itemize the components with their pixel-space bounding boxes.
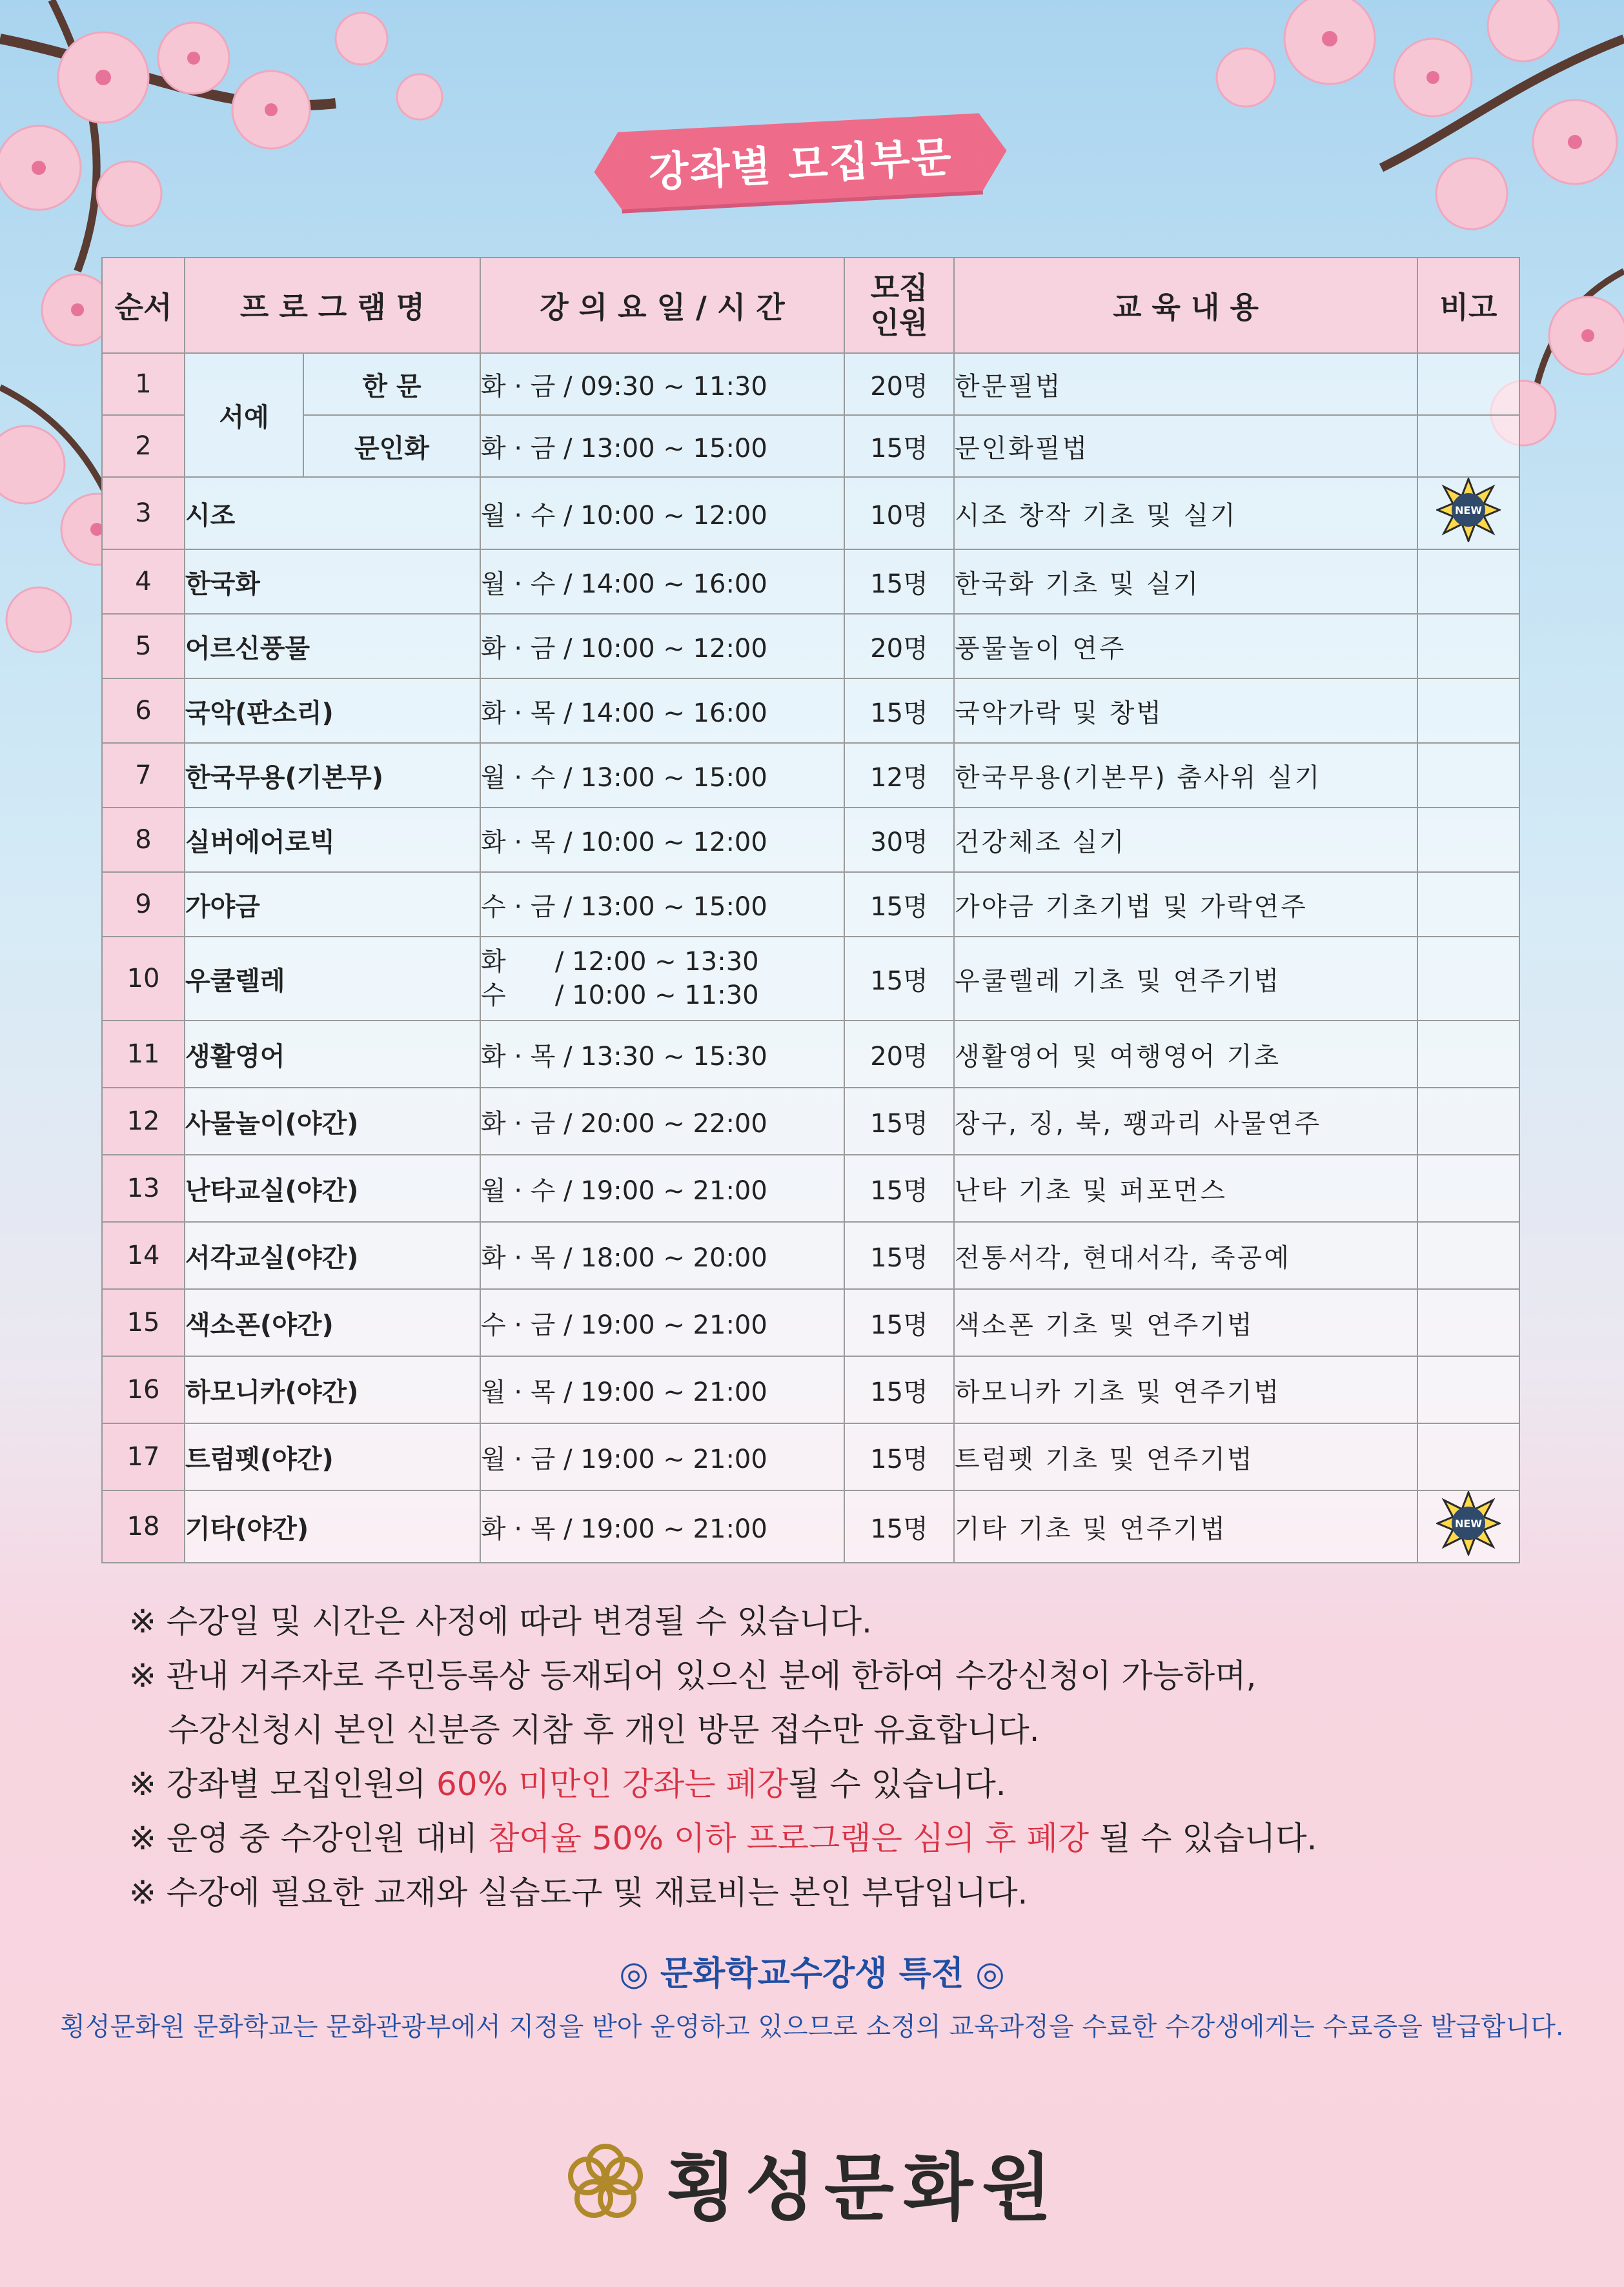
note-cell: [1417, 1289, 1519, 1356]
lecture-time: 수 · 금 / 13:00 ~ 15:00: [480, 872, 844, 937]
program-name: 어르신풍물: [185, 614, 480, 678]
header-time: 강 의 요 일 / 시 간: [480, 258, 844, 353]
notice-list: [129, 1594, 1549, 1920]
capacity: 20명: [844, 353, 954, 415]
course-content: 생활영어 및 여행영어 기초: [954, 1021, 1417, 1088]
row-number: 9: [102, 872, 185, 937]
notice-4-pre: ※ 운영 중 수강인원 대비: [129, 1820, 489, 1857]
course-content: 국악가락 및 창법: [954, 678, 1417, 743]
capacity: 30명: [844, 808, 954, 872]
note-cell: [1417, 353, 1519, 415]
notice-3: [129, 1757, 1549, 1811]
row-number: 12: [102, 1088, 185, 1155]
course-content: 기타 기초 및 연주기법: [954, 1490, 1417, 1563]
row-number: 16: [102, 1356, 185, 1423]
capacity: 15명: [844, 1155, 954, 1222]
note-cell: [1417, 1088, 1519, 1155]
note-cell: [1417, 937, 1519, 1021]
note-cell: [1417, 1356, 1519, 1423]
note-cell: [1417, 477, 1519, 549]
special-benefit-desc: 횡성문화원 문화학교는 문화관광부에서 지정을 받아 운영하고 있으므로 소정의 교육과정을 수료한 수강생에게는 수료증을 발급합니다.: [60, 2012, 1564, 2042]
org-name: 횡성문화원: [666, 2146, 1061, 2230]
course-content: 장구, 징, 북, 꽹과리 사물연주: [954, 1088, 1417, 1155]
notice-2b: 수강신청시 본인 신분증 지참 후 개인 방문 접수만 유효합니다.: [168, 1711, 1040, 1749]
lecture-time: 화 · 목 / 19:00 ~ 21:00: [480, 1490, 844, 1563]
table-header-row: [102, 258, 1519, 353]
table-row: [102, 678, 1519, 743]
lecture-time: 화 · 금 / 10:00 ~ 12:00: [480, 614, 844, 678]
course-content: 가야금 기초기법 및 가락연주: [954, 872, 1417, 937]
capacity: 15명: [844, 1423, 954, 1490]
table-row: [102, 872, 1519, 937]
org-logo: [0, 2130, 1624, 2234]
notice-3-pre: ※ 강좌별 모집인원의: [129, 1765, 436, 1803]
special-benefit-title: ◎ 문화학교수강생 특전 ◎: [619, 1955, 1005, 1993]
program-group: 서예: [185, 353, 303, 477]
notice-5: ※ 수강에 필요한 교재와 실습도구 및 재료비는 본인 부담입니다.: [129, 1874, 1028, 1911]
note-cell: [1417, 1222, 1519, 1289]
program-name: 기타(야간): [185, 1490, 480, 1563]
course-content: 한문필법: [954, 353, 1417, 415]
row-number: 8: [102, 808, 185, 872]
capacity: 20명: [844, 1021, 954, 1088]
lecture-time: 화 · 목 / 14:00 ~ 16:00: [480, 678, 844, 743]
note-cell: [1417, 872, 1519, 937]
row-number: 5: [102, 614, 185, 678]
row-number: 18: [102, 1490, 185, 1563]
lecture-time: 월 · 금 / 19:00 ~ 21:00: [480, 1423, 844, 1490]
table-row: [102, 1021, 1519, 1088]
new-badge-icon: [1436, 478, 1501, 542]
new-badge-text: NEW: [1455, 1518, 1482, 1530]
course-content: 한국화 기초 및 실기: [954, 549, 1417, 614]
lecture-time: 화 · 목 / 18:00 ~ 20:00: [480, 1222, 844, 1289]
table-row: [102, 808, 1519, 872]
capacity: 15명: [844, 1222, 954, 1289]
table-row: [102, 937, 1519, 1021]
row-number: 7: [102, 743, 185, 808]
program-name: 가야금: [185, 872, 480, 937]
header-capacity-line1: 모집: [870, 270, 928, 305]
row-number: 17: [102, 1423, 185, 1490]
row-number: 13: [102, 1155, 185, 1222]
program-name: 생활영어: [185, 1021, 480, 1088]
program-name: 난타교실(야간): [185, 1155, 480, 1222]
note-cell: [1417, 1021, 1519, 1088]
header-capacity-line2: 인원: [870, 305, 928, 340]
header-no: 순서: [102, 258, 185, 353]
lecture-time-line1: 화 / 12:00 ~ 13:30: [481, 947, 759, 977]
row-number: 6: [102, 678, 185, 743]
row-number: 15: [102, 1289, 185, 1356]
program-name: 사물놀이(야간): [185, 1088, 480, 1155]
course-content: 풍물놀이 연주: [954, 614, 1417, 678]
row-number: 1: [102, 353, 185, 415]
section-title-ribbon: [618, 113, 983, 209]
note-cell: [1417, 614, 1519, 678]
note-cell: [1417, 808, 1519, 872]
capacity: 20명: [844, 614, 954, 678]
course-content: 색소폰 기초 및 연주기법: [954, 1289, 1417, 1356]
lecture-time: 월 · 수 / 10:00 ~ 12:00: [480, 477, 844, 549]
note-cell: [1417, 1155, 1519, 1222]
program-name: 색소폰(야간): [185, 1289, 480, 1356]
table-row: [102, 477, 1519, 549]
row-number: 4: [102, 549, 185, 614]
program-name: 한국무용(기본무): [185, 743, 480, 808]
course-content: 문인화필법: [954, 415, 1417, 477]
capacity: 15명: [844, 1490, 954, 1563]
lecture-time: 수 · 금 / 19:00 ~ 21:00: [480, 1289, 844, 1356]
course-content: 한국무용(기본무) 춤사위 실기: [954, 743, 1417, 808]
table-row: [102, 549, 1519, 614]
program-name: 한국화: [185, 549, 480, 614]
course-content: 우쿨렐레 기초 및 연주기법: [954, 937, 1417, 1021]
row-number: 14: [102, 1222, 185, 1289]
capacity: 15명: [844, 549, 954, 614]
course-content: 하모니카 기초 및 연주기법: [954, 1356, 1417, 1423]
table-row: [102, 1222, 1519, 1289]
program-name: 실버에어로빅: [185, 808, 480, 872]
table-row: [102, 1088, 1519, 1155]
lecture-time: 화 · 금 / 09:30 ~ 11:30: [480, 353, 844, 415]
program-name: 시조: [185, 477, 480, 549]
notice-1: ※ 수강일 및 시간은 사정에 따라 변경될 수 있습니다.: [129, 1603, 872, 1640]
program-name: 우쿨렐레: [185, 937, 480, 1021]
notice-4-highlight: 참여율 50% 이하 프로그램은 심의 후 폐강: [488, 1820, 1090, 1857]
notice-3-post: 될 수 있습니다.: [788, 1765, 1006, 1803]
new-badge-text: NEW: [1455, 504, 1482, 516]
course-content: 전통서각, 현대서각, 죽공예: [954, 1222, 1417, 1289]
capacity: 12명: [844, 743, 954, 808]
row-number: 11: [102, 1021, 185, 1088]
note-cell: [1417, 549, 1519, 614]
note-cell: [1417, 1490, 1519, 1563]
table-row: [102, 1289, 1519, 1356]
program-name: 트럼펫(야간): [185, 1423, 480, 1490]
header-note: 비고: [1417, 258, 1519, 353]
capacity: 15명: [844, 678, 954, 743]
header-capacity: [844, 258, 954, 353]
table-row: [102, 1490, 1519, 1563]
lecture-time: 화 · 금 / 20:00 ~ 22:00: [480, 1088, 844, 1155]
lecture-time: 화 · 목 / 13:30 ~ 15:30: [480, 1021, 844, 1088]
capacity: 15명: [844, 937, 954, 1021]
program-name: 하모니카(야간): [185, 1356, 480, 1423]
table-row: [102, 415, 1519, 477]
course-content: 시조 창작 기초 및 실기: [954, 477, 1417, 549]
new-badge-icon: [1436, 1491, 1501, 1556]
course-content: 트럼펫 기초 및 연주기법: [954, 1423, 1417, 1490]
note-cell: [1417, 743, 1519, 808]
table-row: [102, 353, 1519, 415]
lecture-time: 월 · 수 / 13:00 ~ 15:00: [480, 743, 844, 808]
program-name: 한 문: [303, 353, 480, 415]
table-row: [102, 1356, 1519, 1423]
notice-4-post: 될 수 있습니다.: [1089, 1820, 1317, 1857]
notice-4: [129, 1811, 1549, 1865]
table-row: [102, 614, 1519, 678]
note-cell: [1417, 678, 1519, 743]
program-name: 문인화: [303, 415, 480, 477]
lecture-time-line2: 수 / 10:00 ~ 11:30: [481, 981, 759, 1010]
row-number: 10: [102, 937, 185, 1021]
row-number: 3: [102, 477, 185, 549]
lecture-time: 화 · 목 / 10:00 ~ 12:00: [480, 808, 844, 872]
table-row: [102, 743, 1519, 808]
notice-2: ※ 관내 거주자로 주민등록상 등재되어 있으신 분에 한하여 수강신청이 가능하며,: [129, 1657, 1257, 1694]
capacity: 15명: [844, 872, 954, 937]
capacity: 15명: [844, 1088, 954, 1155]
notice-3-highlight: 60% 미만인 강좌는 폐강: [436, 1765, 789, 1803]
header-program: 프 로 그 램 명: [185, 258, 480, 353]
course-content: 난타 기초 및 퍼포먼스: [954, 1155, 1417, 1222]
flower-emblem-icon: [563, 2140, 647, 2224]
lecture-time: [480, 937, 844, 1021]
capacity: 15명: [844, 415, 954, 477]
row-number: 2: [102, 415, 185, 477]
course-table: [101, 257, 1520, 1563]
program-name: 서각교실(야간): [185, 1222, 480, 1289]
note-cell: [1417, 1423, 1519, 1490]
capacity: 15명: [844, 1356, 954, 1423]
capacity: 10명: [844, 477, 954, 549]
lecture-time: 월 · 목 / 19:00 ~ 21:00: [480, 1356, 844, 1423]
lecture-time: 월 · 수 / 19:00 ~ 21:00: [480, 1155, 844, 1222]
course-content: 건강체조 실기: [954, 808, 1417, 872]
table-row: [102, 1423, 1519, 1490]
lecture-time: 월 · 수 / 14:00 ~ 16:00: [480, 549, 844, 614]
section-title: 강좌별 모집부문: [647, 133, 954, 198]
header-content: 교 육 내 용: [954, 258, 1417, 353]
capacity: 15명: [844, 1289, 954, 1356]
table-row: [102, 1155, 1519, 1222]
program-name: 국악(판소리): [185, 678, 480, 743]
lecture-time: 화 · 금 / 13:00 ~ 15:00: [480, 415, 844, 477]
note-cell: [1417, 415, 1519, 477]
